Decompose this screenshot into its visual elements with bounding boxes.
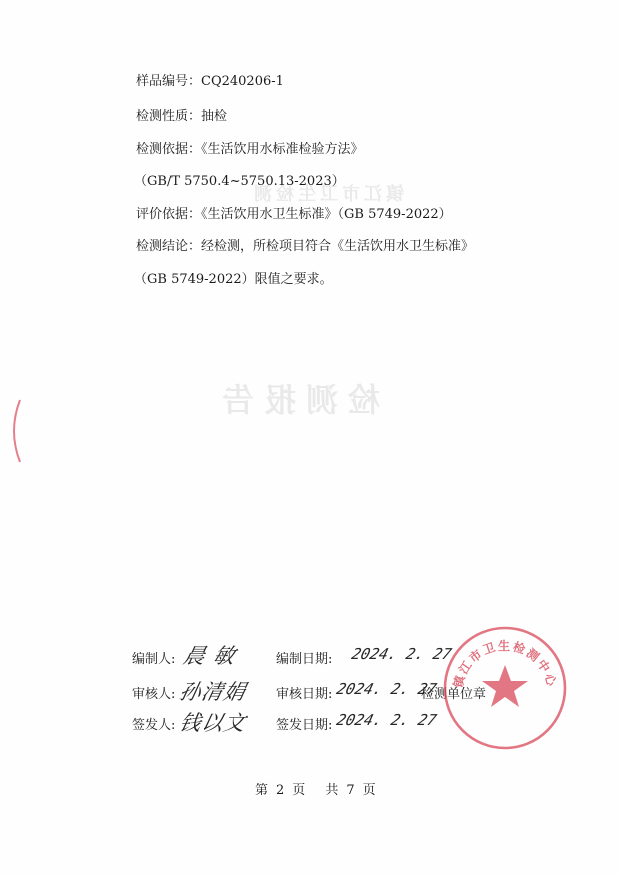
issue-date-label: 签发日期: xyxy=(276,718,333,733)
sample-number-label: 样品编号： xyxy=(136,74,202,89)
reviewer-label: 审核人: xyxy=(132,687,176,702)
review-date-label: 审核日期: xyxy=(276,687,333,702)
test-basis-value: 《生活饮用水标准检验方法》 xyxy=(201,142,364,157)
sample-number-value: CQ240206-1 xyxy=(201,74,284,89)
issue-date-value: 2024. 2. 27 xyxy=(334,711,439,729)
page-unit: 页 xyxy=(292,783,306,798)
reverse-side-bleed-title: 检测报告 xyxy=(212,381,381,419)
evaluation-basis-value: 《生活饮用水卫生标准》（GB 5749-2022） xyxy=(201,207,452,222)
page-number: 2 xyxy=(276,783,285,798)
seal-label: 检测单位章 xyxy=(421,687,487,702)
test-nature-line xyxy=(136,109,227,125)
test-basis-label: 检测依据： xyxy=(136,142,202,157)
conclusion-continuation: （GB 5749-2022）限值之要求。 xyxy=(134,272,333,287)
evaluation-basis-label: 评价依据： xyxy=(136,207,202,222)
binding-seal-fragment xyxy=(4,398,24,464)
compiler-signature: 晨 敏 xyxy=(181,644,239,668)
compile-date-label: 编制日期: xyxy=(276,652,333,667)
conclusion-label: 检测结论： xyxy=(136,239,202,254)
seal-text: 镇江市卫生检测中心 xyxy=(451,639,559,690)
test-nature-value: 抽检 xyxy=(201,109,228,124)
reviewer-signature: 孙清娟 xyxy=(177,680,249,704)
compiler-label: 编制人: xyxy=(132,652,176,667)
test-basis-standard: （GB/T 5750.4~5750.13-2023） xyxy=(134,174,345,189)
total-pages: 7 xyxy=(346,783,355,798)
test-basis-line xyxy=(136,142,364,158)
review-date-value: 2024. 2. 27 xyxy=(334,680,439,698)
total-unit: 页 xyxy=(362,783,376,798)
conclusion-value: 经检测，所检项目符合《生活饮用水卫生标准》 xyxy=(201,239,475,254)
page-footer xyxy=(255,779,384,798)
seal-star-icon xyxy=(482,665,528,707)
page-prefix: 第 xyxy=(255,783,269,798)
test-nature-label: 检测性质： xyxy=(136,109,202,124)
compile-date-value: 2024. 2. 27 xyxy=(349,645,454,663)
total-prefix: 共 xyxy=(325,783,339,798)
evaluation-basis-line xyxy=(136,207,452,223)
conclusion-line xyxy=(136,239,474,255)
official-seal xyxy=(440,623,570,753)
issuer-signature: 钱以文 xyxy=(177,711,249,735)
reverse-side-bleed-text: 镇江市卫生检测 xyxy=(250,184,404,205)
issuer-label: 签发人: xyxy=(132,718,176,733)
sample-number-line xyxy=(136,74,284,90)
